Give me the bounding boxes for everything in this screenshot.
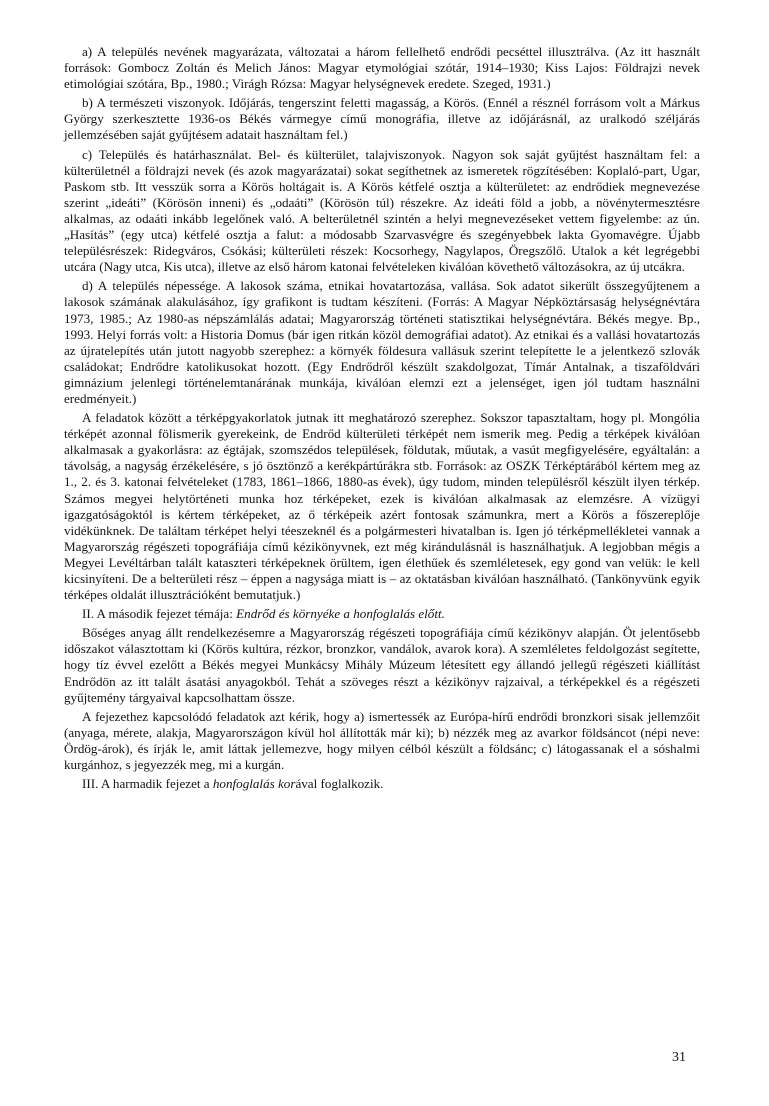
chapter-three-prefix: III. A harmadik fejezet a [82, 776, 213, 792]
chapter-three-heading [64, 776, 700, 792]
paragraph-b-natural-conditions: b) A természeti viszonyok. Időjárás, tengerszint feletti magasság, a Körös. (Ennél a résznél forrásom volt a Márkus György szerkesztette 1936-os Békés vármegye című monográfia, illetve az időjárásnál, az uralkodó széljárás jellemzésében saját gyűjtésem adatait használtam fel.) [64, 95, 700, 143]
chapter-two-heading [64, 606, 700, 622]
chapter-three-title: honfoglalás kor [212, 776, 296, 792]
chapter-three-suffix: ával foglalkozik. [295, 776, 384, 792]
chapter-two-title: Endrőd és környéke a honfoglalás előtt. [236, 606, 445, 622]
page-number: 31 [672, 1050, 686, 1065]
paragraph-a-name-explanation: a) A település nevének magyarázata, változatai a három fellelhető endrődi pecséttel illusztrálva. (Az itt használt források: Gombocz Zoltán és Melich János: Magyar etymológiai szótár, 1914–1930; Kiss Lajos: Földrajzi nevek etimológiai szótára, Bp., 1980.; Virágh Rózsa: Magyar helységnevek eredete. Szeged, 1931.) [64, 44, 700, 92]
paragraph-c-settlement-land-use: c) Település és határhasználat. Bel- és külterület, talajviszonyok. Nagyon sok saját gyűjtést használtam fel: a külterületnél a földrajzi nevek (és azok magyarázatai) sokat segíthetnek az ismeretek rögzítésében: Koplaló-part, Ugar, Paskom stb. Itt vesszük sorra a Körös holtágait is. A Körös kétfelé osztja a külterületet: az endrődiek megnevezése szerint „ideáti” (Körösön inneni) és „odaáti” (Körösön túl) részekre. Az ideáti föld a jobb, a növénytermesztésre alkalmas, az odaáti inkább legelőnek való. A belterületnél szintén a helyi megnevezéseket vettem figyelembe: az ún. „Hasítás” (egy utca) kétfelé osztja a falut: a módosabb Szarvasvégre és szegényebbek lakta Gyomavégre. Újabb településrészek: Ridegváros, Csókási; külterületi részek: Kocsorhegy, Nagylapos, Öregszőlő. Utalok a két legrégebbi utcára (Nagy utca, Kis utca), illetve az első három katonai felvételeken kiválóan követhető változásokra, az új utcákra. [64, 146, 700, 275]
paragraph-archaeological-material: Bőséges anyag állt rendelkezésemre a Magyarország régészeti topográfiája című kézikönyv alapján. Öt jelentősebb időszakot választottam ki (Körös kultúra, rézkor, bronzkor, vandálok, avarok kora). A szemléletes feldolgozást segítette, hogy tíz évvel ezelőtt a Békés megyei Munkácsy Mihály Múzeum létesített egy állandó jellegű régészeti kiállítást Endrődön az itt talált ásatási anyagokból. Tehát a szöveges részt a kézikönyv rajzaival, a térképekkel és a régészeti gyűjtemény tárgyaival kapcsolhattam össze. [64, 625, 700, 705]
paragraph-map-exercises: A feladatok között a térképgyakorlatok jutnak itt meghatározó szerephez. Sokszor tapasztaltam, hogy pl. Mongólia térképét azonnal fölismerik gyerekeink, de Endrőd külterületi térképét nem ismerik meg. Pedig a térképek kiválóan alkalmasak a gyakorlásra: az égtájak, szomszédos települések, földutak, műutak, a vasút megfigyelésére, egyáltalán: a távolság, a nagyság érzékelésére, s jó ösztönző a kerékpártúrákra stb. Források: az OSZK Térképtárából kértem meg az 1., 2. és 3. katonai felvételeket (1783, 1861–1866, 1880-as évek), úgy tudom, minden településről készült ilyen térkép. Számos megyei helytörténeti munka hoz térképeket, ezek is kiválóan alkalmasak az elemzésre. A vízügyi igazgatóságoktól is kértem térképeket, az ő térképeik azért fontosak számunkra, mert a Körös a főszereplője vidékünknek. De találtam térképet helyi téeszeknél és a polgármesteri hivatalban is. Igen jó térképmellékletei vannak a Magyarország régészeti topográfiája című kézikönyvnek, ezt még kirándulásnál is használhatjuk. A legjobban mégis a Megyei Levéltárban talált kataszteri térképeknek örültem, igen élethűek és szemléletesek, egy gond van velük: le kell kicsinyíteni. De a belterületi rész – éppen a nagysága miatt is – az oktatásban kiválóan használható. (Tankönyvünk egyik térképes oldalát illusztrációként bemutatjuk.) [64, 410, 700, 603]
paragraph-chapter-tasks: A fejezethez kapcsolódó feladatok azt kérik, hogy a) ismertessék az Európa-hírű endrődi bronzkori sisak jellemzőit (anyaga, mérete, alakja, Magyarországon kívül hol állították már ki); b) nézzék meg az avarkor földsáncot (népi neve: Ördög-árok), és írják le, amit láttak jellemezve, hogy milyen célból készült a földsánc; c) látogassanak el a sóshalmi kurgánhoz, s jegyezzék meg, mi a kurgán. [64, 708, 700, 773]
chapter-two-prefix: II. A második fejezet témája: [82, 606, 237, 622]
document-page [64, 44, 700, 792]
paragraph-d-population: d) A település népessége. A lakosok száma, etnikai hovatartozása, vallása. Sok adatot sikerült összegyűjtenem a lakosok számának alakulásához, így grafikont is tudtam készíteni. (Forrás: A Magyar Népköztársaság helységnévtára 1973, 1985.; Az 1980-as népszámlálás adatai; Magyarország történeti statisztikai helységnévtára. Békés megye. Bp., 1993. Helyi forrás volt: a Historia Domus (bár igen ritkán közöl demográfiai adatot). Az etnikai és a vallási hovatartozás az újratelepítés után jutott nagyobb szerephez: a környék földesura vallásuk szerint telepítette le a jelentkező szlovák családokat; Endrődre katolikusokat hozott. (Egy Endrődről készült szakdolgozat, Tímár Antalnak, a tiszaföldvári gimnázium jelenlegi történelemtanárának munkája, kiválóan elemzi ezt a jelenséget, igen jól tudtam használni eredményeit.) [64, 278, 700, 406]
